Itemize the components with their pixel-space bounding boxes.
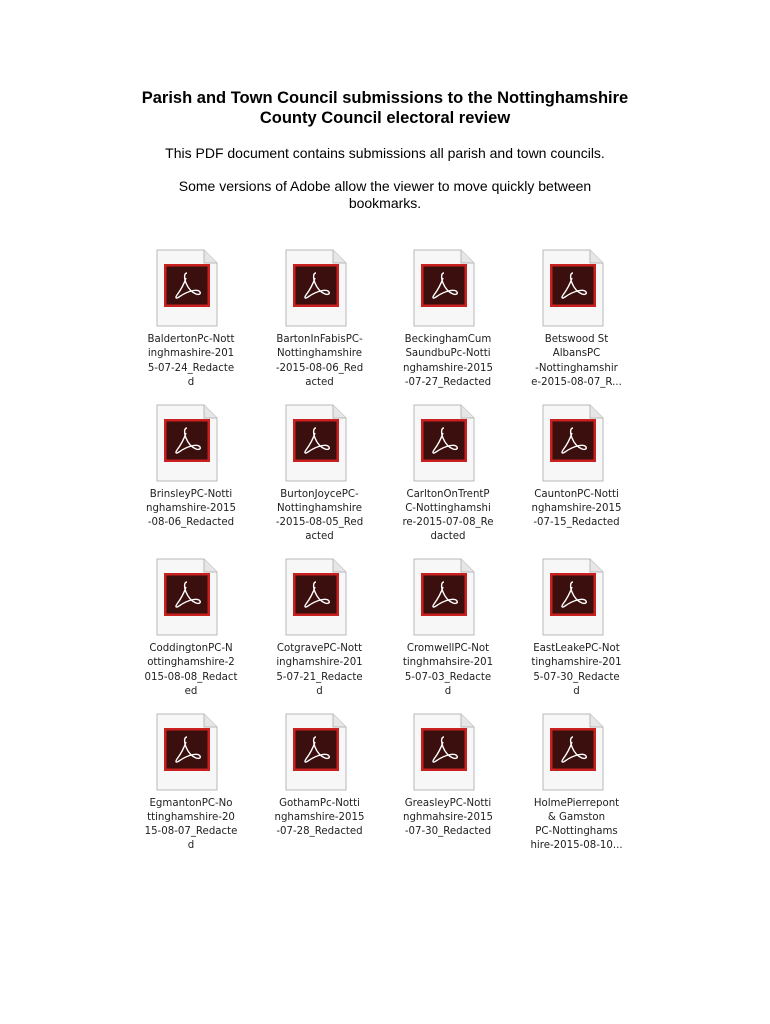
- pdf-file-icon: [411, 248, 477, 328]
- pdf-file-item[interactable]: [127, 704, 256, 859]
- pdf-file-item[interactable]: [127, 240, 256, 395]
- file-name-line: nghamshire-2015: [274, 811, 365, 823]
- file-name-line: inghmashire-201: [147, 348, 235, 360]
- file-icon-grid: [127, 240, 641, 858]
- pdf-file-item[interactable]: [127, 395, 256, 550]
- file-name-line: inghamshire-201: [276, 657, 363, 669]
- file-name-line: BrinsleyPC-Notti: [149, 488, 233, 500]
- file-name-line: BaldertonPc-Nott: [147, 334, 235, 345]
- pdf-file-icon: [154, 557, 220, 637]
- file-name-line: acted: [305, 376, 334, 388]
- file-name-line: 5-07-03_Redacte: [404, 671, 492, 683]
- pdf-file-item[interactable]: [127, 549, 256, 704]
- pdf-file-item[interactable]: [513, 240, 642, 395]
- file-name-line: AlbansPC: [552, 348, 601, 360]
- file-name-line: 5-07-30_Redacte: [533, 671, 620, 683]
- file-name-label: [133, 797, 249, 854]
- file-name-line: 15-08-07_Redacte: [144, 826, 238, 838]
- file-name-line: EastLeakePC-Not: [533, 643, 620, 654]
- file-name-line: tinghamshire-201: [531, 657, 622, 669]
- file-name-line: ottinghamshire-2: [147, 657, 235, 669]
- file-name-line: nghmahsire-2015: [403, 811, 493, 823]
- pdf-file-item[interactable]: [256, 704, 385, 859]
- file-name-label: [390, 488, 506, 545]
- pdf-file-item[interactable]: [384, 549, 513, 704]
- file-name-label: [519, 488, 635, 531]
- file-name-line: nghamshire-2015: [531, 502, 622, 514]
- pdf-file-item[interactable]: [256, 240, 385, 395]
- pdf-file-item[interactable]: [384, 704, 513, 859]
- pdf-file-icon: [283, 557, 349, 637]
- file-name-label: [519, 642, 635, 699]
- file-name-line: Nottinghamshire: [276, 502, 363, 514]
- file-name-label: [390, 333, 506, 390]
- pdf-file-item[interactable]: [513, 704, 642, 859]
- file-name-line: -07-15_Redacted: [533, 517, 620, 529]
- file-name-line: nghamshire-2015: [403, 362, 493, 374]
- file-name-line: tinghmahsire-201: [402, 657, 494, 669]
- file-name-line: SaundbuPc-Notti: [405, 348, 491, 360]
- file-name-label: [133, 642, 249, 699]
- file-name-line: & Gamston: [547, 811, 606, 823]
- file-name-label: [133, 333, 249, 390]
- pdf-file-icon: [283, 248, 349, 328]
- pdf-file-icon: [540, 248, 606, 328]
- file-name-line: GreasleyPC-Notti: [404, 797, 492, 809]
- pdf-file-icon: [540, 557, 606, 637]
- pdf-file-icon: [411, 403, 477, 483]
- pdf-file-item[interactable]: [513, 395, 642, 550]
- file-name-line: d: [187, 840, 195, 852]
- file-name-line: ed: [184, 685, 198, 697]
- file-name-line: EgmantonPC-No: [149, 797, 233, 809]
- file-name-line: GothamPc-Notti: [279, 797, 360, 809]
- document-title-line-2: County Council electoral review: [259, 109, 511, 127]
- pdf-file-item[interactable]: [256, 549, 385, 704]
- file-name-label: [262, 642, 378, 699]
- file-name-line: 5-07-24_Redacte: [147, 362, 235, 374]
- pdf-file-icon: [540, 403, 606, 483]
- pdf-file-icon: [540, 712, 606, 792]
- pdf-file-icon: [154, 712, 220, 792]
- file-name-line: BartonInFabisPC-: [276, 334, 363, 345]
- file-name-line: dacted: [430, 531, 466, 543]
- file-name-line: -07-30_Redacted: [404, 826, 492, 838]
- file-name-line: PC-Nottinghams: [535, 826, 618, 838]
- file-name-line: d: [187, 376, 195, 388]
- file-name-label: [133, 488, 249, 531]
- file-name-line: 015-08-08_Redact: [144, 671, 238, 683]
- pdf-file-icon: [154, 403, 220, 483]
- file-name-line: CauntonPC-Notti: [534, 488, 619, 500]
- file-name-line: -08-06_Redacted: [147, 517, 235, 529]
- file-name-label: [519, 797, 635, 854]
- pdf-file-icon: [154, 248, 220, 328]
- pdf-file-icon: [411, 557, 477, 637]
- file-name-line: hire-2015-08-10...: [530, 840, 623, 852]
- pdf-file-icon: [411, 712, 477, 792]
- pdf-file-item[interactable]: [513, 549, 642, 704]
- file-name-line: Nottinghamshire: [276, 348, 363, 360]
- file-name-line: -07-28_Redacted: [276, 826, 363, 838]
- file-name-line: -07-27_Redacted: [404, 376, 492, 388]
- intro-paragraph-1: This PDF document contains submissions all parish and town councils.: [165, 145, 605, 161]
- intro-paragraph-2: [0, 178, 770, 212]
- pdf-file-item[interactable]: [384, 395, 513, 550]
- document-title-line-1: Parish and Town Council submissions to the Nottinghamshire: [141, 89, 629, 107]
- pdf-file-item[interactable]: [256, 395, 385, 550]
- file-name-line: BurtonJoycePC-: [280, 488, 359, 500]
- intro-paragraph-2-line-1: Some versions of Adobe allow the viewer to move quickly between: [178, 178, 592, 194]
- intro-paragraph-2-line-2: bookmarks.: [348, 195, 422, 211]
- pdf-file-item[interactable]: [384, 240, 513, 395]
- file-name-label: [262, 488, 378, 545]
- file-name-label: [390, 797, 506, 840]
- file-name-label: [390, 642, 506, 699]
- pdf-file-icon: [283, 712, 349, 792]
- file-name-line: -Nottinghamshir: [535, 362, 618, 374]
- file-name-label: [262, 333, 378, 390]
- file-name-line: 5-07-21_Redacte: [276, 671, 363, 683]
- file-name-label: [262, 797, 378, 840]
- file-name-line: BeckinghamCum: [404, 334, 492, 345]
- file-name-line: C-Nottinghamshi: [405, 502, 491, 514]
- file-name-line: e-2015-08-07_R...: [531, 376, 622, 388]
- file-name-line: CoddingtonPC-N: [149, 643, 233, 654]
- file-name-line: d: [444, 685, 452, 697]
- file-name-line: HolmePierrepont: [533, 797, 620, 809]
- file-name-line: -2015-08-05_Red: [275, 517, 364, 529]
- pdf-file-icon: [283, 403, 349, 483]
- file-name-line: CarltonOnTrentP: [406, 488, 490, 500]
- file-name-line: Betswood St: [544, 334, 609, 345]
- file-name-line: CromwellPC-Not: [406, 643, 490, 654]
- file-name-line: CotgravePC-Nott: [276, 643, 363, 654]
- file-name-line: nghamshire-2015: [146, 502, 236, 514]
- file-explorer-screenshot: [127, 240, 641, 858]
- file-name-line: acted: [305, 531, 334, 543]
- file-name-line: d: [573, 685, 580, 697]
- file-name-label: [519, 333, 635, 390]
- file-name-line: ttinghamshire-20: [147, 811, 235, 823]
- document-title: [0, 88, 770, 128]
- file-name-line: re-2015-07-08_Re: [402, 517, 494, 529]
- file-name-line: d: [316, 685, 323, 697]
- file-name-line: -2015-08-06_Red: [275, 362, 364, 374]
